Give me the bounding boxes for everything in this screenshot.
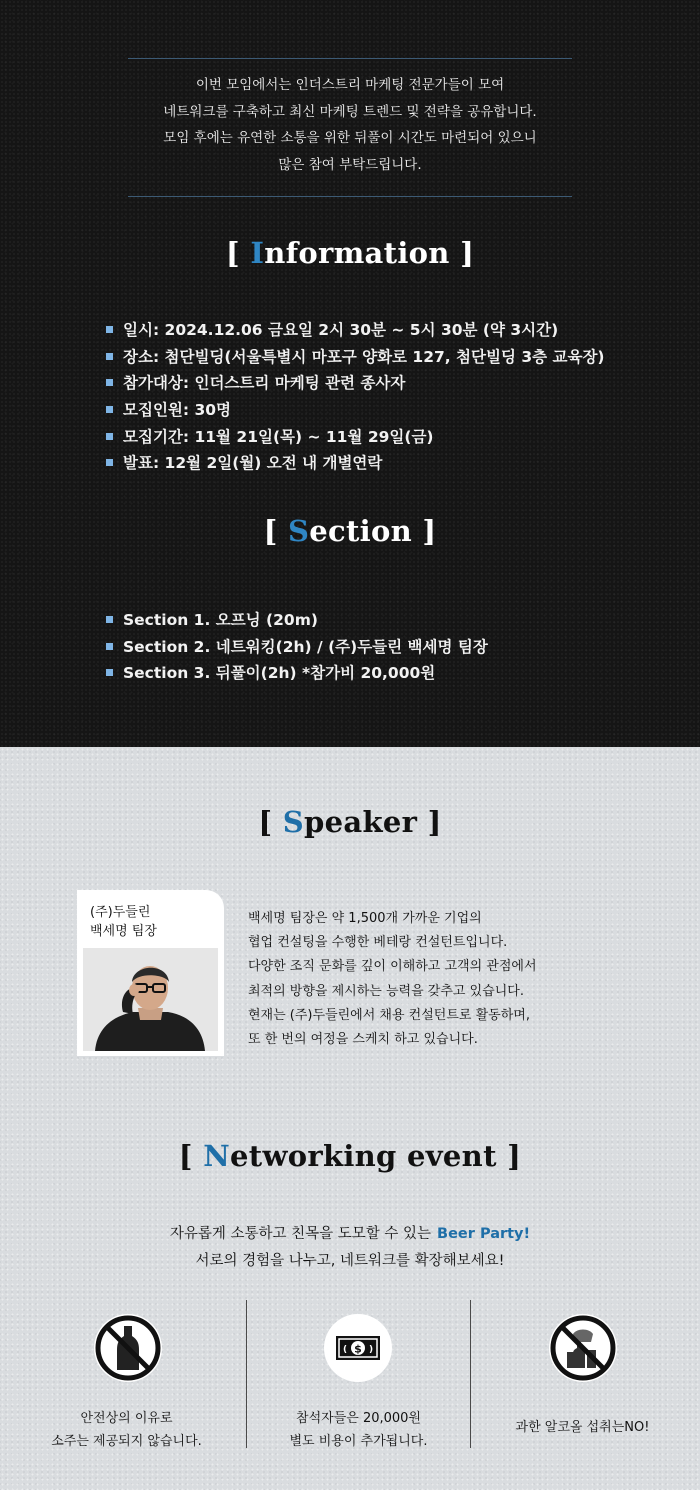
bio-line: 다양한 조직 문화를 깊이 이해하고 고객의 관점에서 [248,959,537,975]
section-list [106,607,488,687]
information-list [106,317,605,477]
money-icon [322,1312,394,1384]
speaker-networking-section [0,747,700,1490]
speaker-heading: [ Speaker ] [258,805,442,839]
intro-line: 네트워크를 구축하고 최신 마케팅 트렌드 및 전략을 공유합니다. [163,103,537,120]
notice-caption: 과한 알코올 섭취는NO! [515,1420,650,1435]
list-item: 참가대상: 인더스트리 마케팅 관련 종사자 [106,370,605,397]
beer-party-highlight: Beer Party! [437,1226,531,1242]
svg-text:): ) [368,1345,374,1355]
bio-line: 백세명 팀장은 약 1,500개 가까운 기업의 [248,911,482,926]
speaker-portrait [83,948,218,1051]
networking-line: 서로의 경험을 나누고, 네트워크를 확장해보세요! [195,1253,505,1269]
networking-heading: [ Networking event ] [178,1139,522,1173]
bio-line: 최적의 방향을 제시하는 능력을 갖추고 있습니다. [248,983,524,999]
intro-line: 모임 후에는 유연한 소통을 위한 뒤풀이 시간도 마련되어 있으니 [163,130,537,146]
list-item: 일시: 2024.12.06 금요일 2시 30분 ~ 5시 30분 (약 3시간) [106,317,605,344]
divider-line [128,58,572,59]
list-item: 모집인원: 30명 [106,397,605,424]
information-heading: [ Information ] [225,236,475,270]
speaker-name: (주)두들린 백세명 팀장 [90,905,157,939]
svg-text:$: $ [354,1342,362,1356]
speaker-bio [248,907,537,1052]
no-soju-icon [92,1312,164,1384]
no-drinking-icon [547,1312,619,1384]
speaker-photo [83,948,218,1051]
section-heading: [ Section ] [263,514,437,548]
list-item: Section 2. 네트워킹(2h) / (주)두들린 백세명 팀장 [106,634,488,661]
intro-text [0,72,700,178]
intro-line: 이번 모임에서는 인더스트리 마케팅 전문가들이 모여 [195,77,505,93]
list-item: Section 3. 뒤풀이(2h) *참가비 20,000원 [106,660,488,687]
notice-caption: 안전상의 이유로 소주는 제공되지 않습니다. [51,1411,202,1449]
list-item: Section 1. 오프닝 (20m) [106,607,488,634]
networking-description [0,1221,700,1275]
divider-line [128,196,572,197]
intro-line: 많은 참여 부탁드립니다. [278,156,422,173]
bio-line: 또 한 번의 여정을 스케치 하고 있습니다. [248,1032,478,1048]
bio-line: 현재는 (주)두들린에서 채용 컨설턴트로 활동하며, [248,1007,530,1023]
bio-line: 협업 컨설팅을 수행한 베테랑 컨설턴트입니다. [248,935,508,951]
notice-caption: 참석자들은 20,000원 별도 비용이 추가됩니다. [289,1411,428,1449]
list-item: 발표: 12월 2일(월) 오전 내 개별연락 [106,450,605,477]
networking-line: 자유롭게 소통하고 친목을 도모할 수 있는 [169,1226,432,1242]
list-item: 장소: 첨단빌딩(서울특별시 마포구 양화로 127, 첨단빌딩 3층 교육장) [106,344,605,371]
svg-text:(: ( [342,1345,348,1355]
list-item: 모집기간: 11월 21일(목) ~ 11월 29일(금) [106,424,605,451]
speaker-card [77,890,224,1056]
